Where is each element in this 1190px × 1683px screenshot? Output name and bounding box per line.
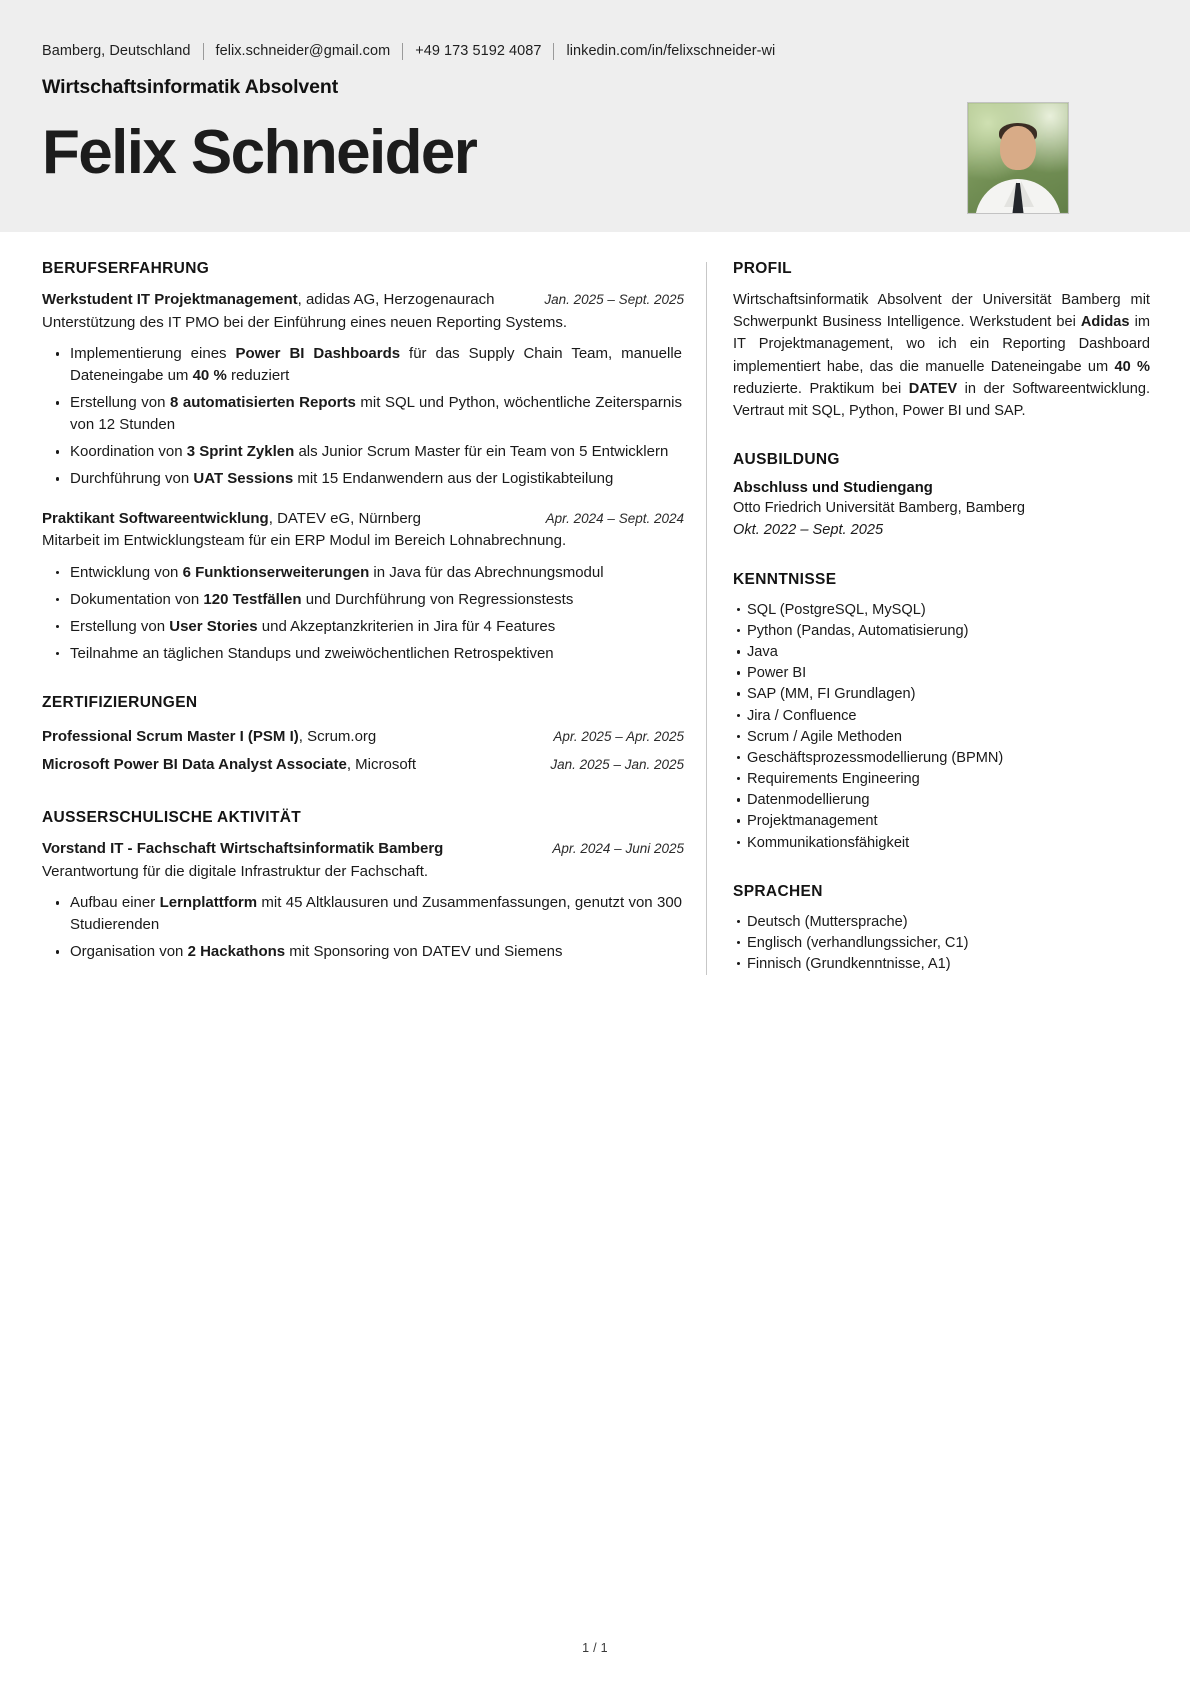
list-item: Java xyxy=(747,642,1150,663)
section-title-extracurricular: AUSSERSCHULISCHE AKTIVITÄT xyxy=(42,808,302,826)
entry-role xyxy=(42,508,546,530)
entry-header xyxy=(42,508,684,530)
contact-separator xyxy=(402,43,403,60)
entry-role-bold: Werkstudent IT Projektmanagement xyxy=(42,291,298,308)
bullet-mid: mit 15 Endanwendern aus der Logistikabteilung xyxy=(293,470,614,488)
bullet-bold: UAT Sessions xyxy=(193,470,294,488)
section-title-languages: SPRACHEN xyxy=(733,882,823,900)
certification-issuer: , Microsoft xyxy=(346,756,416,774)
entry-summary: Unterstützung des IT PMO bei der Einführung eines neuen Reporting Systems. xyxy=(42,313,568,331)
list-item: Finnisch (Grundkenntnisse, A1) xyxy=(747,954,1150,975)
right-column xyxy=(707,260,1150,975)
bullet-mid: und Akzeptanzkriterien in Jira für 4 Features xyxy=(257,617,556,635)
contact-line xyxy=(42,42,1150,60)
entry-role-bold: Vorstand IT - Fachschaft Wirtschaftsinformatik Bamberg xyxy=(42,839,444,857)
profile-part: reduzierte. Praktikum bei xyxy=(733,380,909,397)
section-title-profile: PROFIL xyxy=(733,260,792,277)
extracurricular-entry xyxy=(42,838,684,963)
bullet-pre: Implementierung eines xyxy=(70,345,236,363)
profile-part: im IT Projektmanagement, wo ich ein Reporting Dashboard implementiert habe, das die manuelle Dateneingabe um xyxy=(733,314,1150,375)
bullet-bold: User Stories xyxy=(169,617,258,635)
bullet-pre: Erstellung von xyxy=(70,617,170,635)
bullet-mid: mit Sponsoring von DATEV und Siemens xyxy=(285,943,563,961)
entry-role-bold: Praktikant Softwareentwicklung xyxy=(42,509,269,527)
list-item xyxy=(70,643,684,665)
certification-name-bold: Microsoft Power BI Data Analyst Associate xyxy=(42,756,347,774)
entry-summary: Mitarbeit im Entwicklungsteam für ein ERP Modul im Bereich Lohnabrechnung. xyxy=(42,532,567,550)
section-title-certifications: ZERTIFIZIERUNGEN xyxy=(42,693,198,711)
bullet-mid: in Java für das Abrechnungsmodul xyxy=(369,563,604,581)
bullet-bold: 2 Hackathons xyxy=(187,943,286,961)
bullet-pre: Dokumentation von xyxy=(70,590,204,608)
list-item: Datenmodellierung xyxy=(747,790,1150,811)
entry-date: Jan. 2025 – Sept. 2025 xyxy=(544,292,684,307)
certification-name xyxy=(42,751,416,780)
profile-part-bold: Adidas xyxy=(1080,314,1130,331)
list-item: Scrum / Agile Methoden xyxy=(747,727,1150,748)
bullet-mid: und Durchführung von Regressionstests xyxy=(301,590,574,608)
list-item: SAP (MM, FI Grundlagen) xyxy=(747,684,1150,705)
list-item: Requirements Engineering xyxy=(747,769,1150,790)
education-date: Okt. 2022 – Sept. 2025 xyxy=(733,521,884,538)
left-column xyxy=(42,260,706,975)
list-item: Deutsch (Muttersprache) xyxy=(747,912,1150,933)
list-item xyxy=(70,468,684,490)
profile-part: in der Softwareentwicklung. Vertraut mit SQL, Python, Power BI und SAP. xyxy=(733,380,1150,419)
avatar-collar-right xyxy=(1021,181,1034,207)
profile-text xyxy=(733,289,1150,422)
bullet-mid: als Junior Scrum Master für ein Team von 5 Entwicklern xyxy=(294,443,669,461)
contact-phone[interactable]: +49 173 5192 4087 xyxy=(415,43,542,59)
entry-role-rest: , DATEV eG, Nürnberg xyxy=(268,509,422,527)
list-item xyxy=(70,892,684,936)
resume-header xyxy=(0,0,1190,232)
certification-date: Apr. 2025 – Apr. 2025 xyxy=(553,728,684,744)
certification-name xyxy=(42,723,376,752)
bullet-pre: Aufbau einer xyxy=(70,894,160,912)
list-item xyxy=(70,343,684,387)
list-item: Kommunikationsfähigkeit xyxy=(747,833,1150,854)
list-item: SQL (PostgreSQL, MySQL) xyxy=(747,600,1150,621)
profile-part: Wirtschaftsinformatik Absolvent der Universität Bamberg mit Schwerpunkt Business Intelligence. Werkstudent bei xyxy=(733,292,1150,331)
education-institution: Otto Friedrich Universität Bamberg, Bamberg xyxy=(733,500,1025,517)
entry-role xyxy=(42,289,544,311)
section-title-education: AUSBILDUNG xyxy=(733,451,840,469)
section-title-experience: BERUFSERFAHRUNG xyxy=(42,260,210,277)
certification-name-bold: Professional Scrum Master I (PSM I) xyxy=(42,727,299,745)
bullet-pre: Teilnahme an täglichen Standups und zweiwöchentlichen Retrospektiven xyxy=(70,644,554,662)
education-degree: Abschluss und Studiengang xyxy=(733,480,933,497)
certification-row xyxy=(42,723,684,752)
job-title: Wirtschaftsinformatik Absolvent xyxy=(42,76,339,98)
bullet-pre: Entwicklung von xyxy=(70,563,183,581)
entry-date: Apr. 2024 – Juni 2025 xyxy=(552,840,684,856)
bullet-bold: 8 automatisierten Reports xyxy=(170,394,356,412)
list-item: Python (Pandas, Automatisierung) xyxy=(747,621,1150,642)
experience-entry xyxy=(42,289,684,491)
list-item: Projektmanagement xyxy=(747,811,1150,832)
bullet-pre: Erstellung von xyxy=(70,394,171,412)
section-title-skills: KENNTNISSE xyxy=(733,570,837,588)
entry-role-rest: , adidas AG, Herzogenaurach xyxy=(297,291,495,308)
page-indicator: 1 / 1 xyxy=(582,1641,608,1655)
certification-issuer: , Scrum.org xyxy=(298,727,377,745)
bullet-post: reduziert xyxy=(226,367,290,385)
bullet-bold-2: 40 % xyxy=(192,367,227,385)
list-item xyxy=(70,941,684,963)
entry-bullet-list xyxy=(42,562,684,665)
certification-date: Jan. 2025 – Jan. 2025 xyxy=(550,757,684,773)
contact-separator xyxy=(203,43,204,60)
entry-bullet-list xyxy=(42,343,684,490)
entry-header xyxy=(42,289,684,311)
contact-linkedin[interactable]: linkedin.com/in/felixschneider-wi xyxy=(566,43,776,59)
list-item: Englisch (verhandlungssicher, C1) xyxy=(747,933,1150,954)
entry-bullet-list xyxy=(42,892,684,963)
avatar-head xyxy=(1000,126,1036,170)
bullet-mid: mit 45 Altklausuren und Zusammenfassungen, genutzt von 300 Studierenden xyxy=(70,894,683,934)
entry-date: Apr. 2024 – Sept. 2024 xyxy=(545,510,684,526)
bullet-bold: 6 Funktionserweiterungen xyxy=(182,563,370,581)
certification-row xyxy=(42,751,684,780)
avatar xyxy=(968,103,1068,213)
bullet-pre: Organisation von xyxy=(70,943,188,961)
bullet-mid: für das Supply Chain Team, manuelle Dateneingabe um xyxy=(70,345,682,385)
profile-part-bold: 40 % xyxy=(1114,358,1150,375)
bullet-pre: Koordination von xyxy=(70,443,187,461)
list-item: Jira / Confluence xyxy=(747,706,1150,727)
list-item xyxy=(70,589,684,611)
list-item xyxy=(70,392,684,436)
bullet-bold: Power BI Dashboards xyxy=(235,345,401,363)
list-item: Geschäftsprozessmodellierung (BPMN) xyxy=(747,748,1150,769)
entry-role xyxy=(42,838,552,860)
languages-list xyxy=(733,912,1150,975)
list-item xyxy=(70,441,684,463)
list-item xyxy=(70,616,684,638)
resume-body xyxy=(0,232,1190,975)
experience-entry xyxy=(42,508,684,665)
skills-list xyxy=(733,600,1150,854)
contact-location: Bamberg, Deutschland xyxy=(42,43,191,59)
bullet-bold: Lernplattform xyxy=(159,894,258,912)
bullet-mid: mit SQL und Python, wöchentliche Zeitersparnis von 12 Stunden xyxy=(70,394,682,434)
contact-separator xyxy=(553,43,554,60)
contact-email[interactable]: felix.schneider@gmail.com xyxy=(215,43,391,59)
bullet-bold: 3 Sprint Zyklen xyxy=(186,443,295,461)
list-item xyxy=(70,562,684,584)
entry-summary: Verantwortung für die digitale Infrastruktur der Fachschaft. xyxy=(42,862,429,880)
page-title: Felix Schneider xyxy=(42,118,477,187)
entry-header xyxy=(42,838,684,860)
bullet-bold: 120 Testfällen xyxy=(203,590,302,608)
list-item: Power BI xyxy=(747,663,1150,684)
profile-part-bold: DATEV xyxy=(908,380,958,397)
bullet-pre: Durchführung von xyxy=(70,470,194,488)
